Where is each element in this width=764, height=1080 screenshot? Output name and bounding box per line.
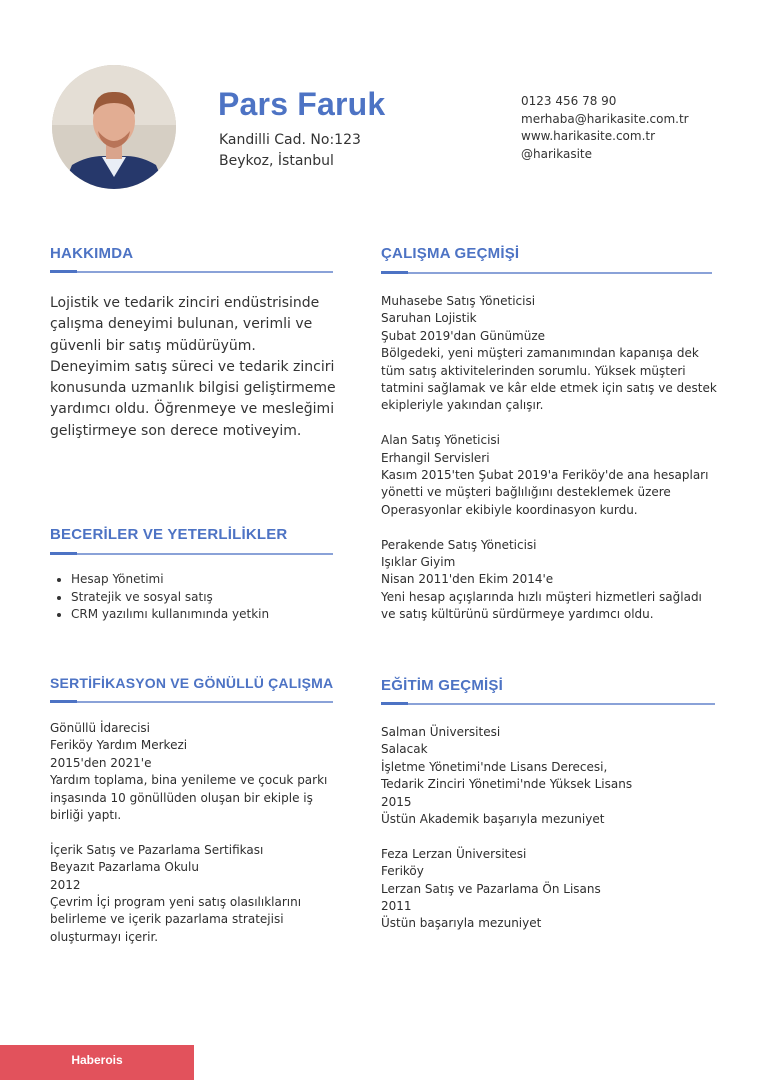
entry-description: ve satış kültürünü sürdürmeye yardımcı oldu. xyxy=(381,607,654,622)
website: www.harikasite.com.tr xyxy=(521,129,656,143)
experience-entry xyxy=(381,293,717,415)
certifications-title: SERTİFİKASYON VE GÖNÜLLÜ ÇALIŞMA xyxy=(50,675,334,691)
entry-degree: İşletme Yönetimi'nde Lisans Derecesi, xyxy=(381,759,608,774)
entry-date: 2012 xyxy=(50,877,81,892)
entry-description: Çevrim İçi program yeni satış olasılıklarını xyxy=(50,895,302,910)
experience-divider xyxy=(381,272,712,274)
brand-badge: Haberois xyxy=(0,1045,194,1080)
education-title: EĞİTİM GEÇMİŞİ xyxy=(381,677,503,694)
skill-item xyxy=(52,606,269,624)
skill-label: Hesap Yönetimi xyxy=(71,572,164,586)
address-line: Kandilli Cad. No:123 xyxy=(219,132,361,148)
skill-label: Stratejik ve sosyal satış xyxy=(71,589,213,604)
education-list xyxy=(381,724,632,950)
entry-date: Nisan 2011'den Ekim 2014'e xyxy=(381,572,554,587)
entry-degree: Tedarik Zinciri Yönetimi'nde Yüksek Lisans xyxy=(381,777,633,792)
address xyxy=(219,130,361,172)
entry-description: Yardım toplama, bina yenileme ve çocuk parkı xyxy=(50,773,328,788)
education-divider xyxy=(381,703,715,705)
candidate-name: Pars Faruk xyxy=(218,86,386,122)
entry-date: Şubat 2019'dan Günümüze xyxy=(381,328,546,343)
address-line: Beykoz, İstanbul xyxy=(219,153,334,169)
about-divider xyxy=(50,271,333,273)
about-text: Lojistik ve tedarik zinciri endüstrisinde çalışma deneyimi bulunan, verimli ve güvenli bir satış müdürüyüm. Deneyimim satış süreci ve tedarik zinciri konusunda uzmanlık bilgisi geliştirmeme yardımcı oldu. Öğrenmeye ve mesleğimi geliştirmeye son derece motiveyim. xyxy=(50,295,336,439)
skill-item xyxy=(52,589,269,607)
skills-divider xyxy=(50,553,333,555)
entry-school: Salman Üniversitesi xyxy=(381,725,501,739)
skill-label: CRM yazılımı kullanımında yetkin xyxy=(71,607,270,621)
entry-description: yönetti ve müşteri bağlılığını desteklemek üzere xyxy=(381,485,671,500)
experience-list xyxy=(381,293,717,641)
entry-description: inşasında 10 gönüllüden oluşan bir ekiple iş xyxy=(50,790,313,805)
phone: 0123 456 78 90 xyxy=(521,94,617,108)
education-entry xyxy=(381,724,632,828)
entry-location: Salacak xyxy=(381,742,428,757)
certifications-list xyxy=(50,720,327,964)
entry-description: tatmini sağlamak ve kâr elde etmek için satış ve destek xyxy=(381,381,717,396)
experience-entry xyxy=(381,432,717,519)
entry-description: oluşturmayı içerir. xyxy=(50,929,159,944)
entry-organization: Feriköy Yardım Merkezi xyxy=(50,738,188,753)
entry-date: 2015 xyxy=(381,794,412,809)
experience-title: ÇALIŞMA GEÇMİŞİ xyxy=(381,245,520,262)
profile-photo xyxy=(52,65,176,189)
entry-role: Gönüllü İdarecisi xyxy=(50,721,151,735)
entry-honors: Üstün başarıyla mezuniyet xyxy=(381,916,542,931)
profile-photo-illustration xyxy=(52,65,176,189)
entry-degree: Lerzan Satış ve Pazarlama Ön Lisans xyxy=(381,881,601,896)
education-entry xyxy=(381,846,632,933)
entry-description: Yeni hesap açışlarında hızlı müşteri hizmetleri sağladı xyxy=(381,589,702,604)
email: merhaba@harikasite.com.tr xyxy=(521,111,689,126)
entry-description: tüm satış aktivitelerinden sorumlu. Yüksek müşteri xyxy=(381,363,686,378)
entry-organization: Erhangil Servisleri xyxy=(381,450,490,465)
entry-organization: Saruhan Lojistik xyxy=(381,311,477,326)
experience-entry xyxy=(381,537,717,624)
social-handle: @harikasite xyxy=(521,146,592,161)
entry-organization: Işıklar Giyim xyxy=(381,555,456,570)
certification-entry xyxy=(50,720,327,824)
entry-description: Bölgedeki, yeni müşteri zamanımından kapanışa dek xyxy=(381,346,699,361)
entry-date: 2011 xyxy=(381,899,412,914)
entry-description: ekipleriyle yakından çalışır. xyxy=(381,398,544,413)
bullet-icon xyxy=(57,578,61,582)
entry-description: birliği yaptı. xyxy=(50,808,122,823)
entry-role: Alan Satış Yöneticisi xyxy=(381,433,501,448)
bullet-icon xyxy=(57,613,61,617)
certifications-divider xyxy=(50,701,333,703)
entry-organization: Beyazıt Pazarlama Okulu xyxy=(50,860,199,875)
skills-title: BECERİLER VE YETERLİLİKLER xyxy=(50,526,288,543)
entry-role: Muhasebe Satış Yöneticisi xyxy=(381,294,536,308)
contact-info xyxy=(521,93,689,163)
entry-honors: Üstün Akademik başarıyla mezuniyet xyxy=(381,812,605,827)
bullet-icon xyxy=(57,596,61,600)
certification-entry xyxy=(50,842,327,946)
entry-location: Feriköy xyxy=(381,864,424,879)
about-title: HAKKIMDA xyxy=(50,245,134,262)
skills-list xyxy=(52,571,269,624)
entry-date: 2015'den 2021'e xyxy=(50,755,152,770)
entry-school: Feza Lerzan Üniversitesi xyxy=(381,846,527,861)
entry-description: belirleme ve içerik pazarlama stratejisi xyxy=(50,912,284,927)
entry-role: Perakende Satış Yöneticisi xyxy=(381,537,537,552)
entry-role: İçerik Satış ve Pazarlama Sertifikası xyxy=(50,842,264,857)
entry-description: Operasyonlar ekibiyle koordinasyon kurdu. xyxy=(381,502,638,517)
skill-item xyxy=(52,571,269,589)
entry-description: Kasım 2015'ten Şubat 2019'a Feriköy'de ana hesapları xyxy=(381,468,709,483)
